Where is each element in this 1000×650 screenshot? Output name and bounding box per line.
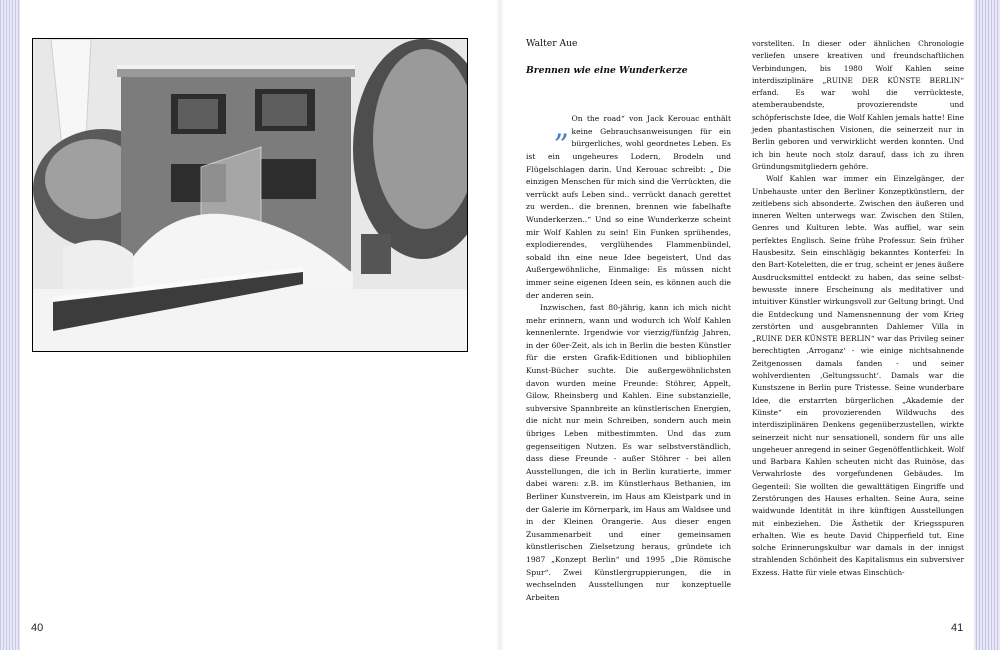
author-name: Walter Aue [526,38,578,49]
photo-illustration [33,39,467,351]
text-column-1 [526,38,731,604]
article-headline: Brennen wie eine Wunderkerze [526,64,688,76]
snowy-villa-photo [32,38,468,352]
book-gutter [496,0,504,650]
text-column-2 [752,38,964,579]
page-edge-left [0,0,20,650]
drop-quote-mark: „ [554,110,570,146]
paragraph-2: Inzwischen, fast 80-jährig, kann ich mich nicht mehr erinnern, wann und wodurch ich Wolf Kahlen kennenlernte. Irgendwie vor vierzig/fünfzig Jahren, in der 60er-Zeit, als ich in Berlin die besten Künstler für die ersten Grafik-Editionen und bibliophilen Kunst-Bücher suchte. Die außergewöhnlichsten davon wurden meine Freunde: Stöhrer, Appelt, Gilow, Rheinsberg und Kahlen. Eine substanzielle, subversive Spannbreite an künstlerischen Energien, die nicht nur mein Schreiben, sondern auch mein übriges Leben mitbestimmten. Und das zum gegenseitigen Nutzen. Es war selbstverständlich, dass diese Freunde - außer Stöhrer - bei allen Ausstellungen, die ich in Berlin kuratierte, immer dabei waren: z.B. im Künstlerhaus Bethanien, im Berliner Kunstverein, im Haus am Kleistpark und in der Galerie im Körnerpark, im Haus am Waldsee und in der Kleinen Orangerie. Aus dieser engen Zusammenarbeit und einer gemeinsamen künstlerischen Zielsetzung heraus, gründete ich 1987 „Konzept Berlin“ und 1995 „Die Römische Spur“. Zwei Künstlergruppierungen, die in wechselnden Ausstellungen nur konzeptuelle Arbeiten [526,303,731,602]
page-number-right: 41 [951,622,964,634]
stairs [361,234,391,274]
window [261,159,316,199]
paragraph-1: On the road“ von Jack Kerouac enthält keine Gebrauchsanweisungen für ein bürgerliches, wohl geordnetes Leben. Es ist ein ungeheures Lodern, Brodeln und Flügelschlagen darin. Und Kerouac schreibt: „ Die einzigen Menschen für mich sind die Verrückten, die verrückt aufs Leben sind.. verrückt danach gerettet zu werden.. die brennen, brennen wie fabelhafte Wunderkerzen..“ Und so eine Wunderkerze scheint mir Wolf Kahlen zu sein! Ein Funken sprühendes, explodierendes, verglühendes Flammenbündel, sobald ihn eine neue Idee begeistert, Und das Außergewöhnliche, Einmalige: Es müssen nicht immer seine eigenen Ideen sein, es können auch die der anderen sein. [526,114,731,300]
page-number-left: 40 [31,622,44,634]
paragraph-4: Wolf Kahlen war immer ein Einzelgänger, der Unbehauste unter den Berliner Konzeptkünstlern, der zeitlebens sich absonderte. Zwischen den äußeren und inneren Welten unterwegs war. Zwischen den Stilen, Genres und Kulturen lebte. Was auffiel, war sein perfektes Englisch. Seine frühe Professur. Sein früher Hausbesitz. Sein einschlägig bekanntes Konterfei: In den Bart-Koteletten, die er trug, scheint er jenes äußere Ausdrucksmittel entdeckt zu haben, das seine selbst-bewusste innere Erscheinung als meditativer und intuitiver Künstler wirkungsvoll zur Geltung bringt. Und die Entdeckung und Namensnennung der vom Krieg zerstörten und ausgebrannten Dahlemer Villa in „RUINE DER KÜNSTE BERLIN“ war das Privileg seiner berechtigten ‚Arroganz‘ - wie einige nichtsahnende Zeitgenossen damals fanden - und seiner wohlverdienten ‚Geltungssucht‘. Damals war die Kunstszene in Berlin pure Tristesse. Seine wunderbare Idee, die erstarrten bürgerlichen „Akademie der Künste“ ein provozierenden Wildwuchs des interdisziplinären Denkens gegenüberzustellen, wirkte seinerzeit nicht nur sensationell, sondern für uns alle ungeheuer anregend in seiner Gegenöffentlichkeit. Wolf und Barbara Kahlen scheuten nicht das Ruinöse, das Verwahrloste des vorgefundenen Gebäudes. Im Gegenteil: Sie wollten die gewalttätigen Eingriffe und Zerstörungen des Hauses erhalten. Seine Aura, seine waidwunde Identität in ihre künftigen Ausstellungen mit einbeziehen. Die Ästhetik der Kriegsspuren erhalten. Wie es heute David Chipperfield tut. Eine solche Erinnerungskultur war damals in der innigst strahlenden Schönheit des Kapitalismus ein subversiver Exzess. Hatte für viele etwas Einschüch- [752,174,964,577]
paragraph-3: vorstellten. In dieser oder ähnlichen Chronologie verliefen unsere kreativen und freundschaftlichen Verbindungen, bis 1980 Wolf Kahlen seine interdisziplinäre „RUINE DER KÜNSTE BERLIN“ erfand. Es war wohl die verrückteste, atemberaubendste, provozierendste und schöpferischste Idee, die Wolf Kahlen jemals hatte! Eine jeden phantastischen Visionen, die seinerzeit nur in Berlin geboren und verwirklicht werden konnten. Und ich bin heute noch stolz darauf, dass ich zu ihren Gründungsmitgliedern gehöre. [752,39,964,171]
page-edge-right [974,0,1000,650]
